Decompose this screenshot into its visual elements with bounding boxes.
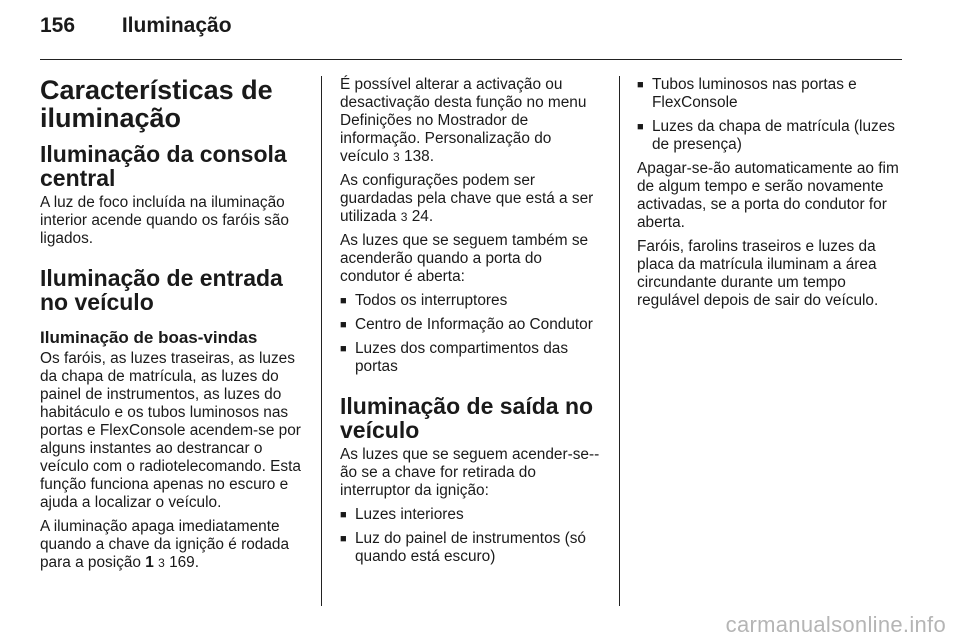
heading-exit-lighting: Iluminação de saída no veículo [340,393,594,443]
paragraph-menu-setting: É possível alterar a activação ou desactivação desta função no menu Definições no Mostrador de informação. Personalização do veículo 3 138. [340,76,587,165]
more-exit-lights-list [637,76,903,154]
list-item: ■ Todos os interruptores [340,292,602,310]
reference-arrow-icon: 3 [400,210,408,224]
page-header [40,14,232,38]
heading-welcome-lighting: Iluminação de boas-vindas [40,328,258,347]
watermark: carmanualsonline.info [725,612,946,637]
reference-arrow-icon: 3 [158,556,165,570]
list-item: ■ Luzes dos compartimentos das portas [340,340,602,376]
exit-lights-list [340,506,602,566]
paragraph-exit: As luzes que se seguem acender-se--ão se a chave for retirada do interruptor da ignição: [340,446,600,499]
list-item: ■ Tubos luminosos nas portas e FlexConsole [637,76,903,112]
list-item: ■ Luz do painel de instrumentos (só quando está escuro) [340,530,602,566]
heading-console-lighting: Iluminação da consola central [40,141,287,191]
page-reference-link[interactable]: 138. [404,148,434,165]
paragraph-door-lights: As luzes que se seguem também se acenderão quando a porta do condutor é aberta: [340,232,589,285]
door-lights-list [340,292,602,376]
paragraph-ignition: A iluminação apaga imediatamente quando a chave da ignição é rodada para a posição 1 3 169. [40,518,290,571]
section-title: Iluminação [121,14,232,37]
paragraph-console: A luz de foco incluída na iluminação interior acende quando os faróis são ligados. [40,194,289,247]
column-3 [637,76,903,316]
header-rule [40,59,902,60]
column-1 [40,76,302,578]
column-divider-1 [321,76,322,606]
column-divider-2 [619,76,620,606]
page-reference-link[interactable]: 24. [411,208,434,225]
list-item: ■ Luzes interiores [340,506,602,524]
paragraph-welcome: Os faróis, as luzes traseiras, as luzes da chapa de matrícula, as luzes do painel de instrumentos, as luzes do habitáculo e os tubos luminosos nas portas e FlexConsole acendem-se por alguns instantes ao destrancar o veículo com o radiotelecomando. Esta função funciona apenas no escuro e ajuda a localizar o veículo. [40,350,301,511]
position-number: 1 [145,554,154,571]
reference-arrow-icon: 3 [393,150,400,164]
list-item: ■ Luzes da chapa de matrícula (luzes de presença) [637,118,903,154]
list-item: ■ Centro de Informação ao Condutor [340,316,602,334]
page-reference-link[interactable]: 169. [169,554,200,571]
heading-entry-lighting: Iluminação de entrada no veículo [40,265,283,315]
chapter-heading: Características de iluminação [40,75,273,133]
column-2 [340,76,602,572]
page-number: 156 [40,14,76,37]
paragraph-adjustable: Faróis, farolins traseiros e luzes da placa da matrícula iluminam a área circundante durante um tempo regulável depois de sair do veículo. [637,238,879,309]
paragraph-key-setting: As configurações podem ser guardadas pela chave que está a ser utilizada 3 24. [340,172,594,225]
paragraph-auto-off: Apagar-se-ão automaticamente ao fim de algum tempo e serão novamente activadas, se a porta do condutor for aberta. [637,160,899,231]
